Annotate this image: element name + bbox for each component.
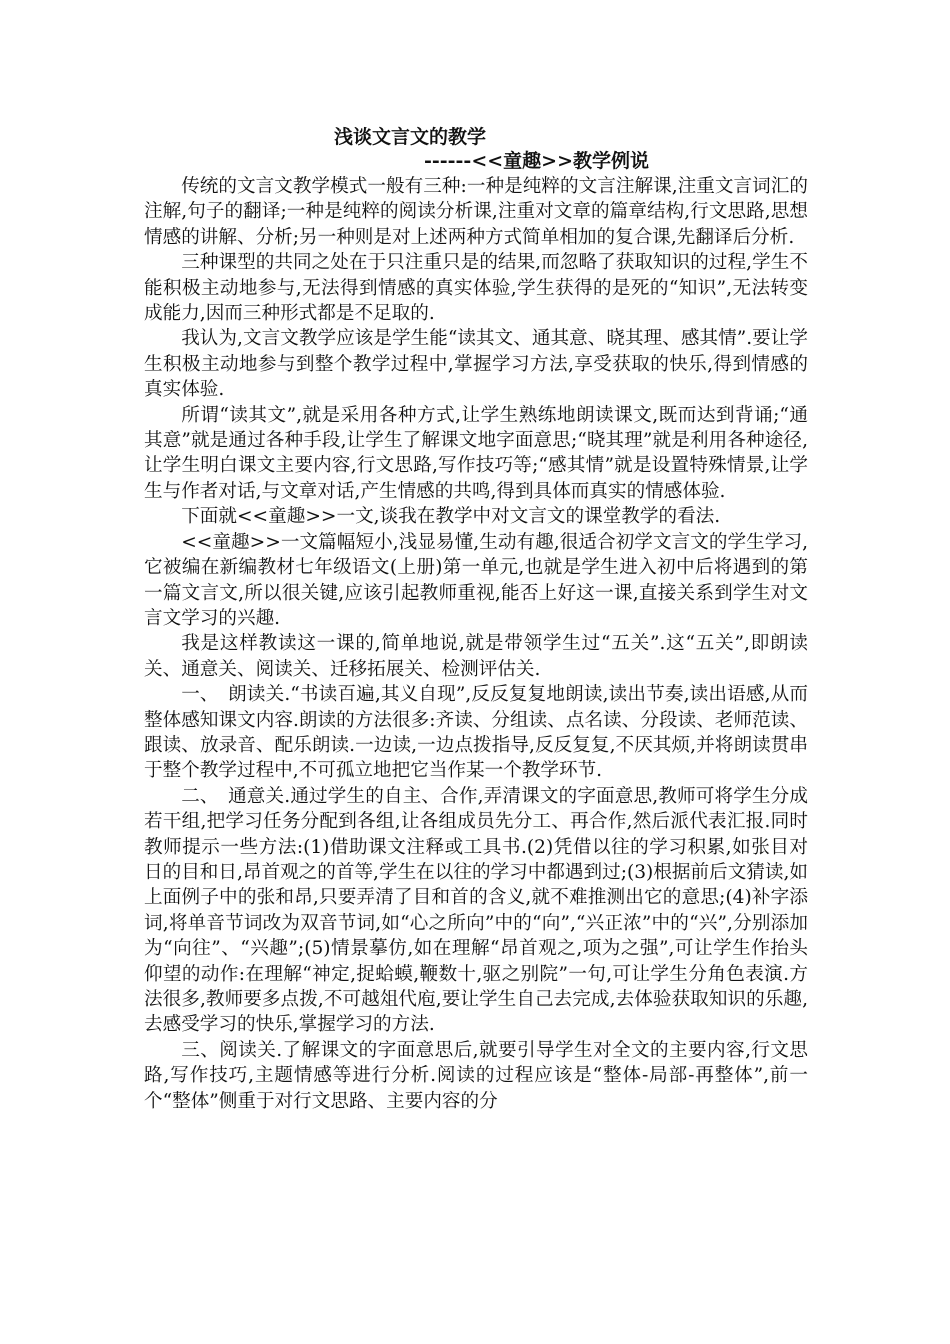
paragraph-3: 我认为,文言文教学应该是学生能“读其文、通其意、晓其理、感其情”.要让学生积极主动地参与到整个教学过程中,掌握学习方法,享受获取的快乐,得到情感的真实体验. xyxy=(144,328,808,401)
paragraph-9: 二、 通意关.通过学生的自主、合作,弄清课文的字面意思,教师可将学生分成若干组,把学习任务分配到各组,让各组成员先分工、再合作,然后派代表汇报.同时教师提示一些方法:(1)借助课文注释或工具书.(2)凭借以往的学习积累,如张目对日的目和日,昂首观之的首等,学生在以往的学习中都遇到过;(3)根据前后文猜读,如上面例子中的张和昂,只要弄清了目和首的含义,就不难推测出它的意思;(4)补字添词,将单音节词改为双音节词,如“心之所向”中的“向”,“兴正浓”中的“兴”,分别添加为“向往”、“兴趣”;(5)情景摹仿,如在理解“昂首观之,项为之强”,可让学生作抬头仰望的动作:在理解“神定,捉蛤蟆,鞭数十,驱之别院”一句,可让学生分角色表演.方法很多,教师要多点拨,不可越俎代庖,要让学生自己去完成,去体验获取知识的乐趣,去感受学习的快乐,掌握学习的方法. xyxy=(144,785,808,1036)
paragraph-5: 下面就<<童趣>>一文,谈我在教学中对文言文的课堂教学的看法. xyxy=(181,506,721,528)
paragraph-10: 三、阅读关.了解课文的字面意思后,就要引导学生对全文的主要内容,行文思路,写作技巧,主题情感等进行分析.阅读的过程应该是“整体-局部-再整体”,前一个“整体”侧重于对行文思路、主要内容的分 xyxy=(144,1039,808,1112)
paragraph-7: 我是这样教读这一课的,简单地说,就是带领学生过“五关”.这“五关”,即朗读关、通意关、阅读关、迁移拓展关、检测评估关. xyxy=(144,633,808,680)
document-subtitle: ------<<童趣>>教学例说 xyxy=(424,150,649,172)
document-body xyxy=(144,174,808,1114)
document-title: 浅谈文言文的教学 xyxy=(334,126,487,148)
paragraph-4: 所谓“读其文”,就是采用各种方式,让学生熟练地朗读课文,既而达到背诵;“通其意”就是通过各种手段,让学生了解课文地字面意思;“晓其理”就是利用各种途径,让学生明白课文主要内容,行文思路,写作技巧等;“感其情”就是设置特殊情景,让学生与作者对话,与文章对话,产生情感的共鸣,得到具体而真实的情感体验. xyxy=(144,404,808,502)
paragraph-6: <<童趣>>一文篇幅短小,浅显易懂,生动有趣,很适合初学文言文的学生学习,它被编在新编教材七年级语文(上册)第一单元,也就是学生进入初中后将遇到的第一篇文言文,所以很关键,应该引起教师重视,能否上好这一课,直接关系到学生对文言文学习的兴趣. xyxy=(144,531,808,629)
paragraph-8: 一、 朗读关.“书读百遍,其义自现”,反反复复地朗读,读出节奏,读出语感,从而整体感知课文内容.朗读的方法很多:齐读、分组读、点名读、分段读、老师范读、跟读、放录音、配乐朗读.一边读,一边点拨指导,反反复复,不厌其烦,并将朗读贯串于整个教学过程中,不可孤立地把它当作某一个教学环节. xyxy=(144,684,808,782)
paragraph-1: 传统的文言文教学模式一般有三种:一种是纯粹的文言注解课,注重文言词汇的注解,句子的翻译;一种是纯粹的阅读分析课,注重对文章的篇章结构,行文思路,思想情感的讲解、分析;另一种则是对上述两种方式简单相加的复合课,先翻译后分析. xyxy=(144,176,808,248)
paragraph-2: 三种课型的共同之处在于只注重只是的结果,而忽略了获取知识的过程,学生不能积极主动地参与,无法得到情感的真实体验,学生获得的是死的“知识”,无法转变成能力,因而三种形式都是不足取的. xyxy=(144,252,808,325)
